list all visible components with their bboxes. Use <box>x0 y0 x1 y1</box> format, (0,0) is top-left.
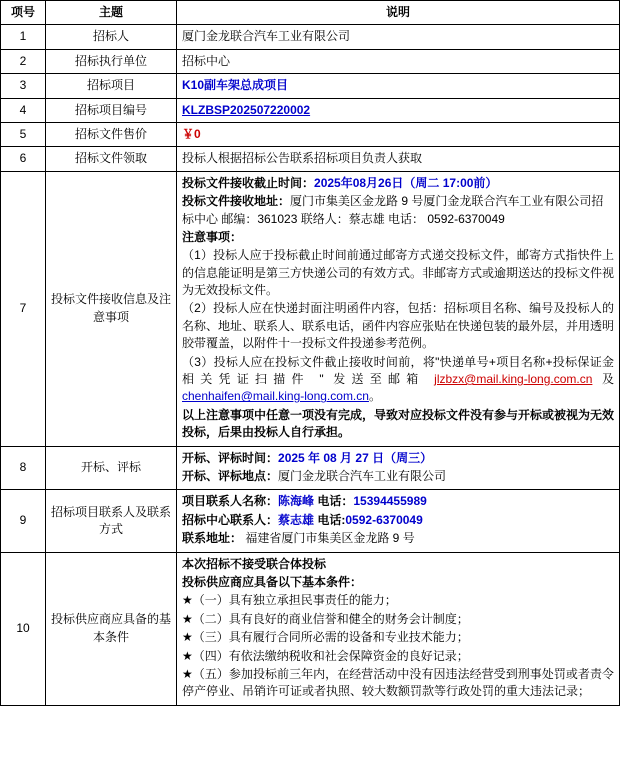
qualification-item: ★（三）具有履行合同所必需的设备和专业技术能力； <box>182 630 469 645</box>
opening-time-value: 2025 年 08 月 27 日（周三） <box>278 450 433 465</box>
row-topic: 投标文件接收信息及注意事项 <box>46 171 177 446</box>
notice-item-3 <box>182 354 614 406</box>
table-row <box>1 552 620 705</box>
opening-place-line <box>182 468 614 485</box>
contact-address-value: 福建省厦门市集美区金龙路 9 号 <box>242 531 415 546</box>
row-topic: 开标、评标 <box>46 446 177 490</box>
row-topic: 招标项目编号 <box>46 98 177 122</box>
deadline-line <box>182 175 614 192</box>
center-contact-phone: 0592-6370049 <box>345 512 423 527</box>
center-contact-phone-label: 电话: <box>314 512 346 527</box>
table-row <box>1 122 620 146</box>
notice-warning: 以上注意事项中任意一项没有完成，导致对应投标文件没有参与开标或被视为无效投标，后果由投标人自行承担。 <box>182 407 615 440</box>
notice-item-3-mid: 及 <box>592 372 615 387</box>
row-topic: 招标人 <box>46 25 177 49</box>
notice-item-3-pre: （3）投标人应在投标文件截止接收时间前，将"快递单号+项目名称+投标保证金相关凭证扫描件 " 发送至邮箱 <box>182 354 614 387</box>
row-desc-bid-opening <box>177 446 620 490</box>
table-row <box>1 446 620 490</box>
row-desc-project-name: K10副车架总成项目 <box>177 74 620 98</box>
qualification-title-1: 本次招标不接受联合体投标 <box>182 556 327 571</box>
row-no: 10 <box>1 552 46 705</box>
row-no: 9 <box>1 490 46 552</box>
row-topic: 招标项目 <box>46 74 177 98</box>
address-value: 厦门市集美区金龙路 9 号厦门金龙联合汽车工业有限公司招标中心 邮编：361023 联络人：蔡志雄 电话： 0592-6370049 <box>182 194 604 226</box>
row-desc: 招标中心 <box>177 49 620 73</box>
row-no: 7 <box>1 171 46 446</box>
row-desc-project-code: KLZBSP202507220002 <box>177 98 620 122</box>
header-cell-topic: 主题 <box>46 1 177 25</box>
project-contact-phone-label: 电话： <box>314 494 354 509</box>
qualification-item: ★（二）具有良好的商业信誉和健全的财务会计制度； <box>182 611 469 626</box>
project-contact-name: 陈海峰 <box>278 494 315 509</box>
header-cell-no: 项号 <box>1 1 46 25</box>
header-cell-desc: 说明 <box>177 1 620 25</box>
row-desc-price: ￥0 <box>177 122 620 146</box>
project-contact-label: 项目联系人名称： <box>182 494 279 509</box>
opening-place-value: 厦门金龙联合汽车工业有限公司 <box>278 468 447 483</box>
center-contact-name: 蔡志雄 <box>278 512 315 527</box>
table-row <box>1 49 620 73</box>
row-no: 4 <box>1 98 46 122</box>
qualification-item: ★（四）有依法缴纳税收和社会保障资金的良好记录； <box>182 648 469 663</box>
opening-place-label: 开标、评标地点： <box>182 468 279 483</box>
deadline-label: 投标文件接收截止时间： <box>182 175 315 190</box>
center-contact-label: 招标中心联系人： <box>182 512 279 527</box>
opening-time-label: 开标、评标时间： <box>182 450 279 465</box>
table-row <box>1 171 620 446</box>
row-desc-contacts <box>177 490 620 552</box>
table-header-row <box>1 1 620 25</box>
project-contact-phone: 15394455989 <box>353 494 427 509</box>
row-desc: 投标人根据招标公告联系招标项目负责人获取 <box>177 147 620 171</box>
table-header <box>1 1 620 25</box>
contact-address-line <box>182 530 614 547</box>
opening-time-line <box>182 450 614 467</box>
deadline-value: 2025年08月26日（周二 17:00前） <box>314 175 498 190</box>
qualification-item: ★（一）具有独立承担民事责任的能力； <box>182 593 397 608</box>
row-desc-submission-info <box>177 171 620 446</box>
row-desc: 厦门金龙联合汽车工业有限公司 <box>177 25 620 49</box>
notice-title: 注意事项： <box>182 229 243 244</box>
row-topic: 招标文件售价 <box>46 122 177 146</box>
row-no: 6 <box>1 147 46 171</box>
table-row <box>1 98 620 122</box>
table-row <box>1 74 620 98</box>
qualification-item: ★（五）参加投标前三年内，在经营活动中没有因违法经营受到刑事处罚或者责令停产停业、吊销许可证或者执照、较大数额罚款等行政处罚的重大违法记录； <box>182 666 614 699</box>
row-no: 8 <box>1 446 46 490</box>
row-no: 5 <box>1 122 46 146</box>
email-link-secondary[interactable]: chenhaifen@mail.king-long.com.cn <box>182 389 369 404</box>
notice-item-3-end: 。 <box>368 389 381 404</box>
row-topic: 招标执行单位 <box>46 49 177 73</box>
contact-address-label: 联系地址： <box>182 531 243 546</box>
row-topic: 投标供应商应具备的基本条件 <box>46 552 177 705</box>
table-row <box>1 490 620 552</box>
address-line <box>182 193 614 228</box>
notice-item-2: （2）投标人应在快递封面注明函件内容，包括：招标项目名称、编号及投标人的名称、地址、联系人、联系电话，函件内容应张贴在快递包装的最外层，并用透明胶带覆盖，以附件十一投标文件投递参考范例。 <box>182 301 615 351</box>
row-no: 2 <box>1 49 46 73</box>
center-contact-line <box>182 512 614 529</box>
table-row <box>1 25 620 49</box>
row-desc-qualifications <box>177 552 620 705</box>
row-no: 1 <box>1 25 46 49</box>
table-body <box>1 25 620 705</box>
table-row <box>1 147 620 171</box>
project-contact-line <box>182 493 614 510</box>
row-topic: 招标文件领取 <box>46 147 177 171</box>
address-label: 投标文件接收地址： <box>182 194 291 209</box>
notice-item-1: （1）投标人应于投标截止时间前通过邮寄方式递交投标文件，邮寄方式指快件上的信息能证明是第三方快递公司的有效方式。非邮寄方式或逾期送达的投标文件视为无效投标文件。 <box>182 248 615 298</box>
qualification-title-2: 投标供应商应具备以下基本条件： <box>182 574 363 589</box>
row-topic: 招标项目联系人及联系方式 <box>46 490 177 552</box>
email-link-primary[interactable]: jlzbzx@mail.king-long.com.cn <box>434 372 593 387</box>
row-no: 3 <box>1 74 46 98</box>
